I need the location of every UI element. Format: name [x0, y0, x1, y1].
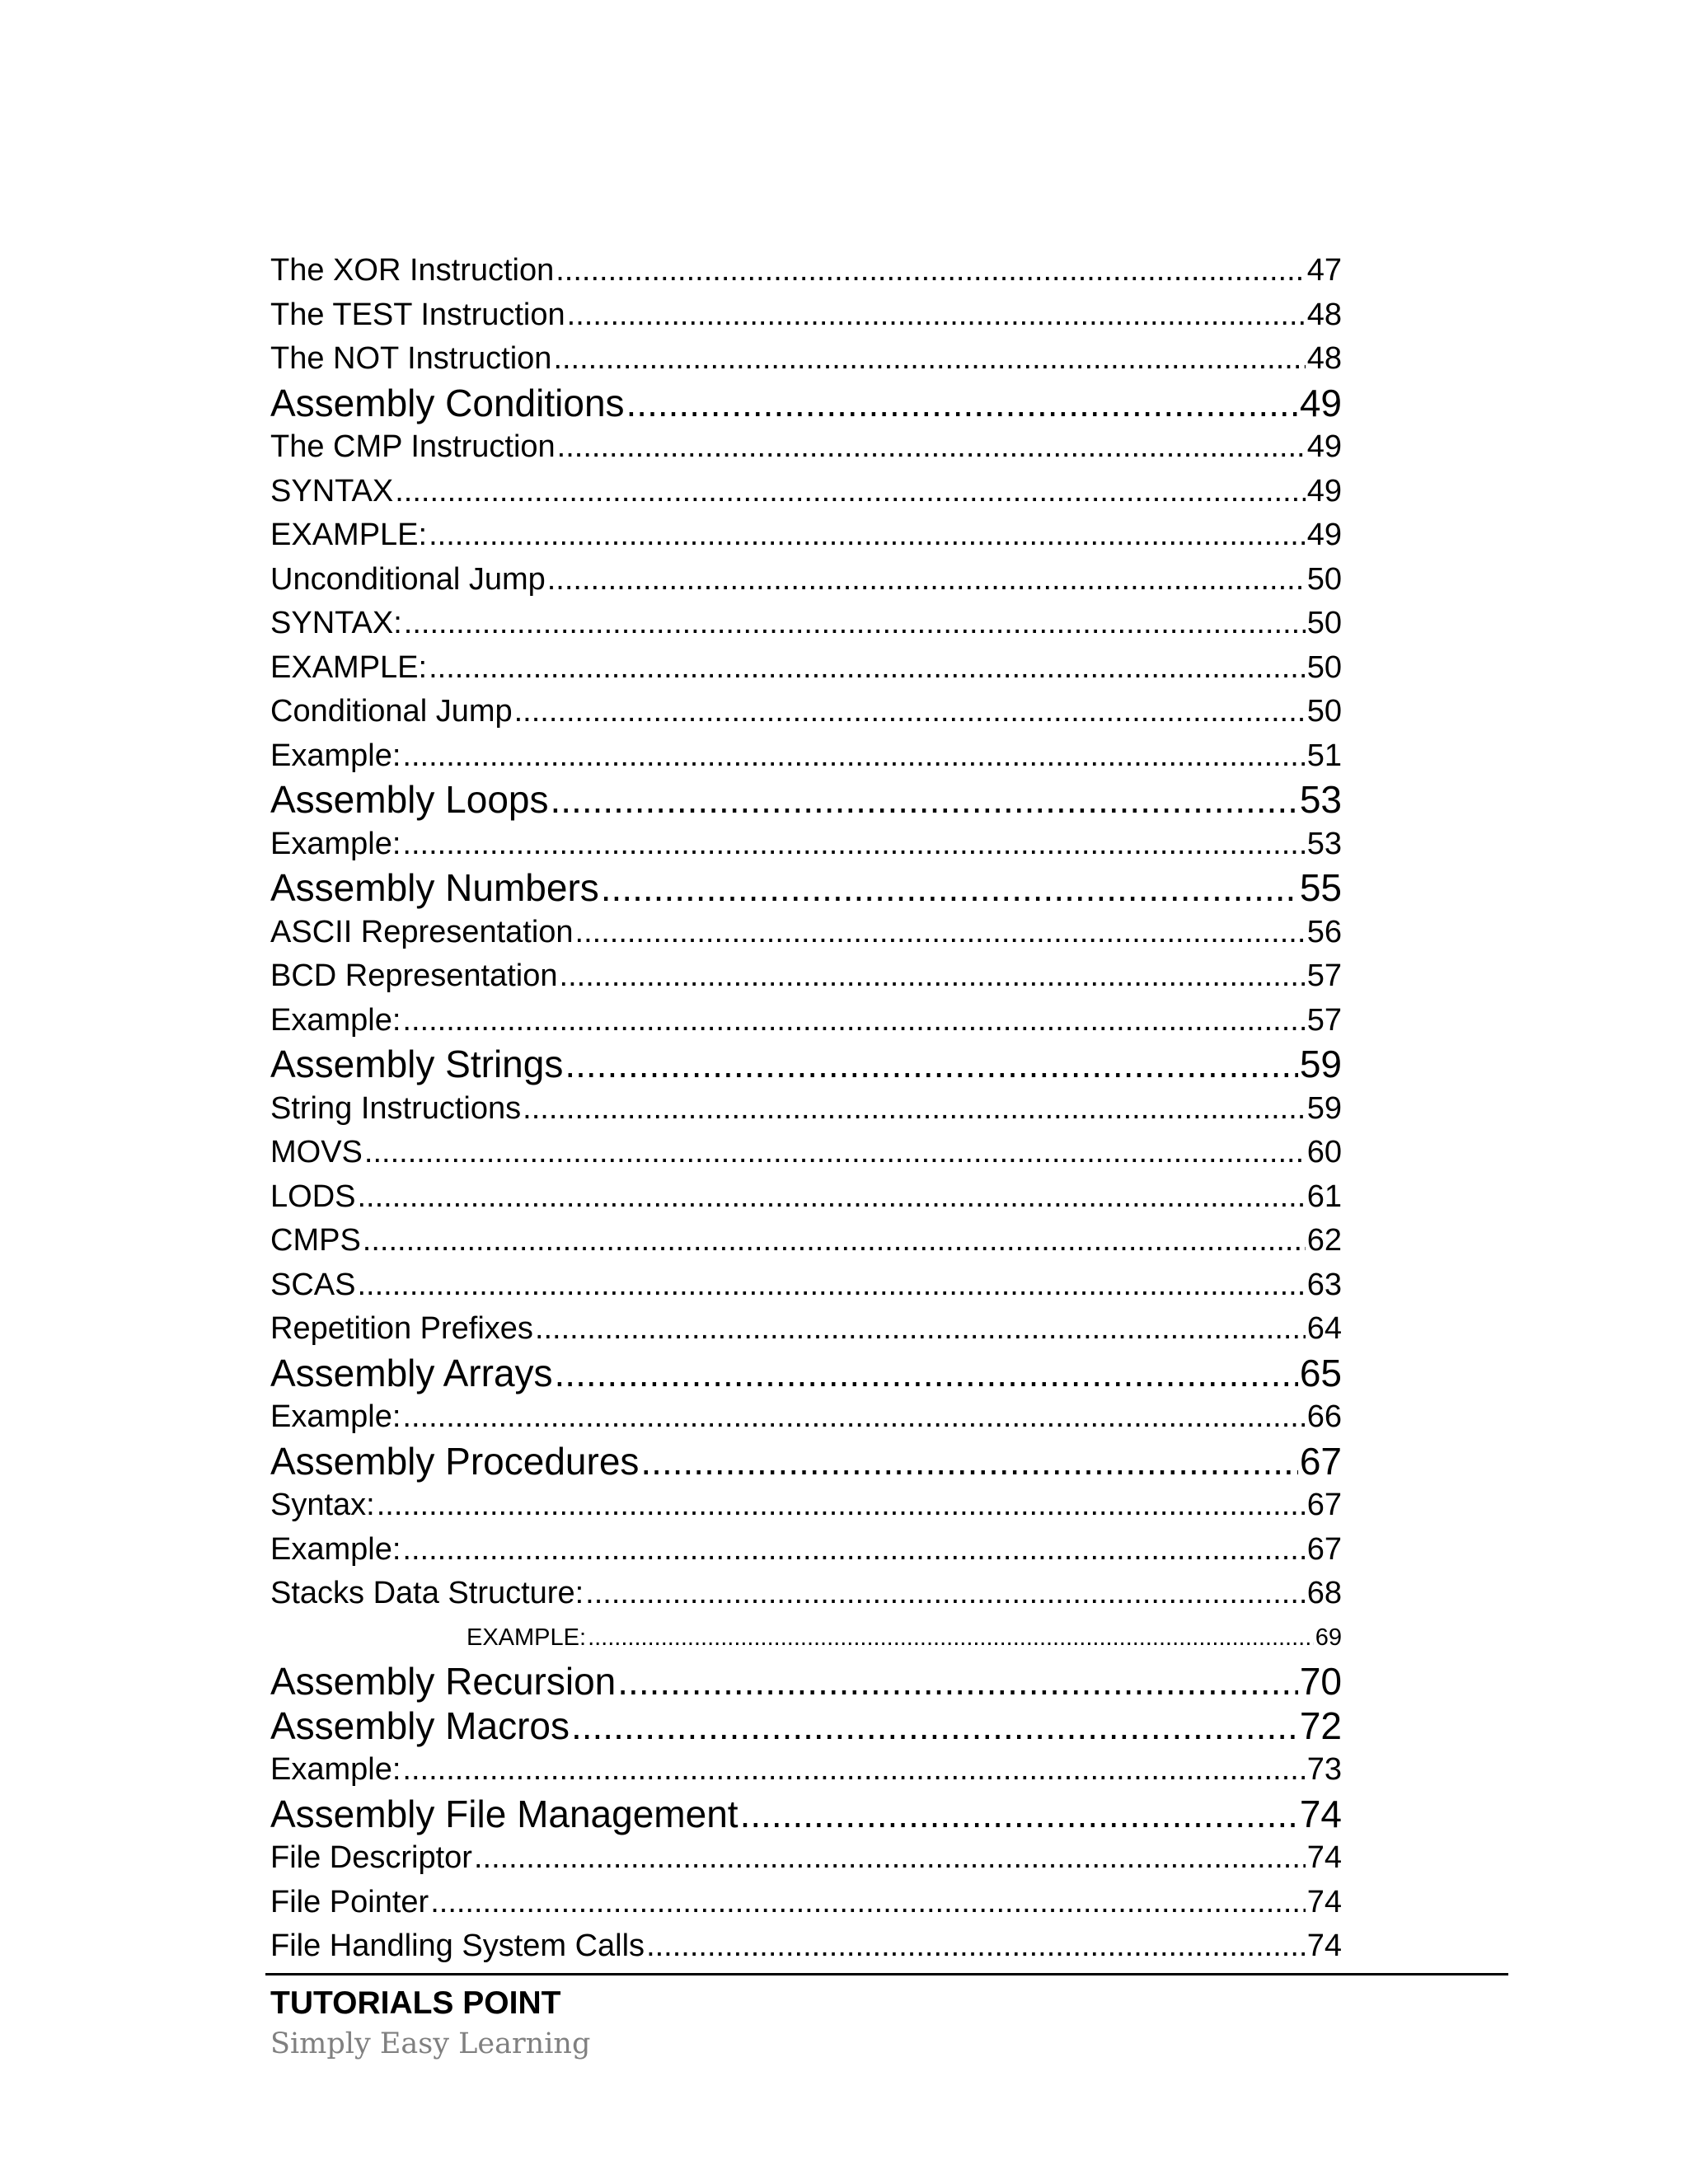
- toc-entry-page-number: 68: [1306, 1576, 1342, 1610]
- toc-dot-leader: [395, 470, 1306, 514]
- toc-dot-leader: [377, 1483, 1306, 1528]
- toc-entry[interactable]: [270, 1748, 1342, 1793]
- toc-entry-title: Assembly Arrays: [270, 1351, 553, 1394]
- toc-entry[interactable]: [270, 1616, 1342, 1661]
- toc-entry-title: Assembly Macros: [270, 1704, 570, 1747]
- toc-entry-page-number: 48: [1306, 341, 1342, 376]
- toc-entry-title: MOVS: [270, 1135, 363, 1169]
- toc-entry[interactable]: [270, 866, 1342, 911]
- toc-dot-leader: [571, 1704, 1298, 1749]
- toc-entry-page-number: 49: [1306, 473, 1342, 509]
- toc-entry-title: File Handling System Calls: [270, 1929, 645, 1963]
- toc-dot-leader: [585, 1572, 1306, 1616]
- toc-dot-leader: [429, 646, 1306, 691]
- toc-entry-page-number: 63: [1306, 1267, 1342, 1302]
- toc-entry[interactable]: [270, 690, 1342, 734]
- toc-entry[interactable]: [270, 1440, 1342, 1484]
- toc-dot-leader: [404, 602, 1306, 646]
- toc-entry-title: The TEST Instruction: [270, 297, 565, 332]
- toc-entry[interactable]: [270, 1175, 1342, 1220]
- toc-dot-leader: [556, 249, 1305, 293]
- toc-entry[interactable]: [270, 1483, 1342, 1528]
- toc-dot-leader: [402, 734, 1305, 779]
- toc-entry-page-number: 67: [1306, 1531, 1342, 1567]
- toc-entry-title: Conditional Jump: [270, 694, 513, 729]
- toc-entry-title: Assembly File Management: [270, 1792, 738, 1835]
- toc-dot-leader: [402, 1748, 1305, 1793]
- toc-entry-page-number: 51: [1306, 738, 1342, 773]
- toc-entry-title: BCD Representation: [270, 958, 558, 993]
- toc-entry-page-number: 50: [1306, 606, 1342, 640]
- toc-entry-title: Example:: [270, 1002, 401, 1038]
- toc-dot-leader: [402, 823, 1305, 867]
- toc-entry-page-number: 73: [1306, 1752, 1342, 1787]
- toc-dot-leader: [557, 425, 1306, 470]
- toc-entry[interactable]: [270, 1793, 1342, 1837]
- toc-entry-title: Example:: [270, 1399, 401, 1434]
- toc-entry[interactable]: [270, 1924, 1342, 1969]
- toc-entry-title: EXAMPLE:: [270, 649, 428, 685]
- toc-entry[interactable]: [270, 1528, 1342, 1572]
- toc-entry-title: The CMP Instruction: [270, 429, 556, 464]
- toc-dot-leader: [364, 1131, 1306, 1175]
- toc-entry-title: Assembly Procedures: [270, 1439, 640, 1483]
- footer-divider: [265, 1973, 1508, 1975]
- toc-entry-title: EXAMPLE:: [270, 518, 428, 552]
- toc-dot-leader: [402, 1528, 1305, 1572]
- toc-dot-leader: [575, 911, 1306, 955]
- toc-entry-page-number: 49: [1306, 429, 1342, 464]
- toc-dot-leader: [523, 1087, 1306, 1132]
- toc-entry-page-number: 69: [1315, 1624, 1342, 1651]
- toc-entry-title: CMPS: [270, 1223, 361, 1258]
- toc-entry[interactable]: [270, 954, 1342, 999]
- toc-entry[interactable]: [270, 646, 1342, 691]
- toc-entry-title: Assembly Numbers: [270, 866, 599, 909]
- toc-entry[interactable]: [270, 911, 1342, 955]
- toc-dot-leader: [363, 1219, 1306, 1263]
- toc-dot-leader: [601, 866, 1298, 911]
- toc-entry-page-number: 47: [1306, 253, 1342, 288]
- toc-entry-title: Assembly Recursion: [270, 1660, 617, 1703]
- toc-dot-leader: [588, 1616, 1314, 1661]
- toc-entry[interactable]: [270, 293, 1342, 338]
- toc-entry-title: Example:: [270, 738, 401, 773]
- toc-dot-leader: [555, 1352, 1298, 1396]
- toc-dot-leader: [567, 293, 1306, 338]
- toc-entry[interactable]: [270, 1131, 1342, 1175]
- toc-entry[interactable]: [270, 1263, 1342, 1308]
- toc-entry-title: String Instructions: [270, 1090, 522, 1126]
- toc-entry-page-number: 67: [1306, 1488, 1342, 1522]
- toc-entry[interactable]: [270, 1043, 1342, 1087]
- toc-entry-page-number: 59: [1299, 1043, 1342, 1085]
- toc-entry-page-number: 55: [1299, 866, 1342, 909]
- toc-entry-page-number: 56: [1306, 914, 1342, 949]
- toc-entry-page-number: 60: [1306, 1135, 1342, 1169]
- toc-entry-page-number: 57: [1306, 1002, 1342, 1038]
- toc-entry[interactable]: [270, 558, 1342, 602]
- toc-entry-page-number: 72: [1299, 1704, 1342, 1747]
- toc-entry-title: LODS: [270, 1179, 356, 1214]
- toc-dot-leader: [430, 1881, 1306, 1925]
- toc-entry-page-number: 50: [1306, 561, 1342, 597]
- toc-entry-page-number: 49: [1299, 381, 1342, 424]
- toc-dot-leader: [565, 1043, 1297, 1087]
- toc-entry-title: Syntax:: [270, 1488, 375, 1522]
- toc-dot-leader: [547, 558, 1306, 602]
- toc-entry[interactable]: [270, 1219, 1342, 1263]
- toc-entry[interactable]: [270, 1352, 1342, 1396]
- toc-entry-title: Example:: [270, 1752, 401, 1787]
- toc-dot-leader: [646, 1924, 1306, 1969]
- toc-entry-title: Assembly Loops: [270, 778, 549, 821]
- toc-entry-page-number: 62: [1306, 1223, 1342, 1258]
- toc-dot-leader: [357, 1263, 1305, 1308]
- toc-dot-leader: [626, 382, 1298, 426]
- toc-dot-leader: [740, 1793, 1298, 1837]
- toc-entry-page-number: 53: [1299, 778, 1342, 821]
- toc-dot-leader: [560, 954, 1306, 999]
- toc-entry-page-number: 57: [1306, 958, 1342, 993]
- toc-entry-page-number: 66: [1306, 1399, 1342, 1434]
- toc-entry-page-number: 74: [1299, 1792, 1342, 1835]
- toc-entry[interactable]: [270, 1881, 1342, 1925]
- toc-entry-title: Repetition Prefixes: [270, 1311, 533, 1346]
- toc-entry-title: EXAMPLE:: [467, 1624, 587, 1651]
- toc-entry-page-number: 53: [1306, 826, 1342, 861]
- toc-entry-page-number: 50: [1306, 649, 1342, 685]
- toc-entry-title: Example:: [270, 1531, 401, 1567]
- toc-entry[interactable]: [270, 249, 1342, 293]
- toc-entry[interactable]: [270, 1660, 1342, 1704]
- toc-entry-page-number: 49: [1306, 518, 1342, 552]
- toc-entry[interactable]: [270, 734, 1342, 779]
- toc-entry-page-number: 50: [1306, 694, 1342, 729]
- toc-entry-page-number: 74: [1306, 1929, 1342, 1963]
- toc-entry-title: Unconditional Jump: [270, 561, 546, 597]
- toc-entry-title: SCAS: [270, 1267, 356, 1302]
- toc-entry[interactable]: [270, 1087, 1342, 1132]
- table-of-contents: [270, 249, 1342, 1969]
- toc-entry-page-number: 61: [1306, 1179, 1342, 1214]
- toc-entry-title: The XOR Instruction: [270, 253, 555, 288]
- toc-entry[interactable]: [270, 1307, 1342, 1352]
- toc-dot-leader: [402, 999, 1305, 1043]
- footer-brand: TUTORIALS POINT: [270, 1985, 561, 2021]
- toc-entry[interactable]: [270, 823, 1342, 867]
- toc-dot-leader: [617, 1660, 1298, 1704]
- toc-entry-title: Example:: [270, 826, 401, 861]
- toc-dot-leader: [535, 1307, 1306, 1352]
- footer-tagline: Simply Easy Learning: [270, 2027, 591, 2060]
- toc-entry[interactable]: [270, 778, 1342, 823]
- toc-entry-page-number: 67: [1299, 1439, 1342, 1483]
- toc-dot-leader: [553, 337, 1305, 382]
- toc-entry-title: Assembly Conditions: [270, 381, 625, 424]
- toc-entry[interactable]: [270, 425, 1342, 470]
- toc-dot-leader: [474, 1836, 1306, 1881]
- toc-entry-page-number: 65: [1299, 1351, 1342, 1394]
- toc-entry-title: SYNTAX:: [270, 606, 402, 640]
- toc-dot-leader: [640, 1440, 1297, 1484]
- toc-entry-title: The NOT Instruction: [270, 341, 552, 376]
- toc-entry[interactable]: [270, 1704, 1342, 1749]
- toc-entry[interactable]: [270, 513, 1342, 558]
- toc-entry-title: File Descriptor: [270, 1840, 472, 1875]
- toc-entry-title: Stacks Data Structure:: [270, 1576, 584, 1610]
- toc-entry[interactable]: [270, 1836, 1342, 1881]
- toc-dot-leader: [429, 513, 1306, 558]
- toc-entry-page-number: 74: [1306, 1884, 1342, 1919]
- toc-entry-page-number: 70: [1299, 1660, 1342, 1703]
- toc-entry[interactable]: [270, 1395, 1342, 1440]
- toc-entry[interactable]: [270, 382, 1342, 426]
- toc-entry-title: ASCII Representation: [270, 914, 574, 949]
- toc-entry-page-number: 64: [1306, 1311, 1342, 1346]
- toc-entry[interactable]: [270, 1572, 1342, 1616]
- toc-entry[interactable]: [270, 470, 1342, 514]
- toc-entry-title: SYNTAX: [270, 473, 394, 509]
- toc-entry[interactable]: [270, 337, 1342, 382]
- toc-entry-page-number: 59: [1306, 1090, 1342, 1126]
- toc-dot-leader: [402, 1395, 1305, 1440]
- toc-entry-title: File Pointer: [270, 1884, 429, 1919]
- toc-entry-title: Assembly Strings: [270, 1043, 564, 1085]
- toc-dot-leader: [514, 690, 1306, 734]
- toc-dot-leader: [357, 1175, 1305, 1220]
- toc-entry[interactable]: [270, 602, 1342, 646]
- toc-entry-page-number: 74: [1306, 1840, 1342, 1875]
- toc-entry[interactable]: [270, 999, 1342, 1043]
- toc-dot-leader: [551, 778, 1298, 823]
- toc-entry-page-number: 48: [1306, 297, 1342, 332]
